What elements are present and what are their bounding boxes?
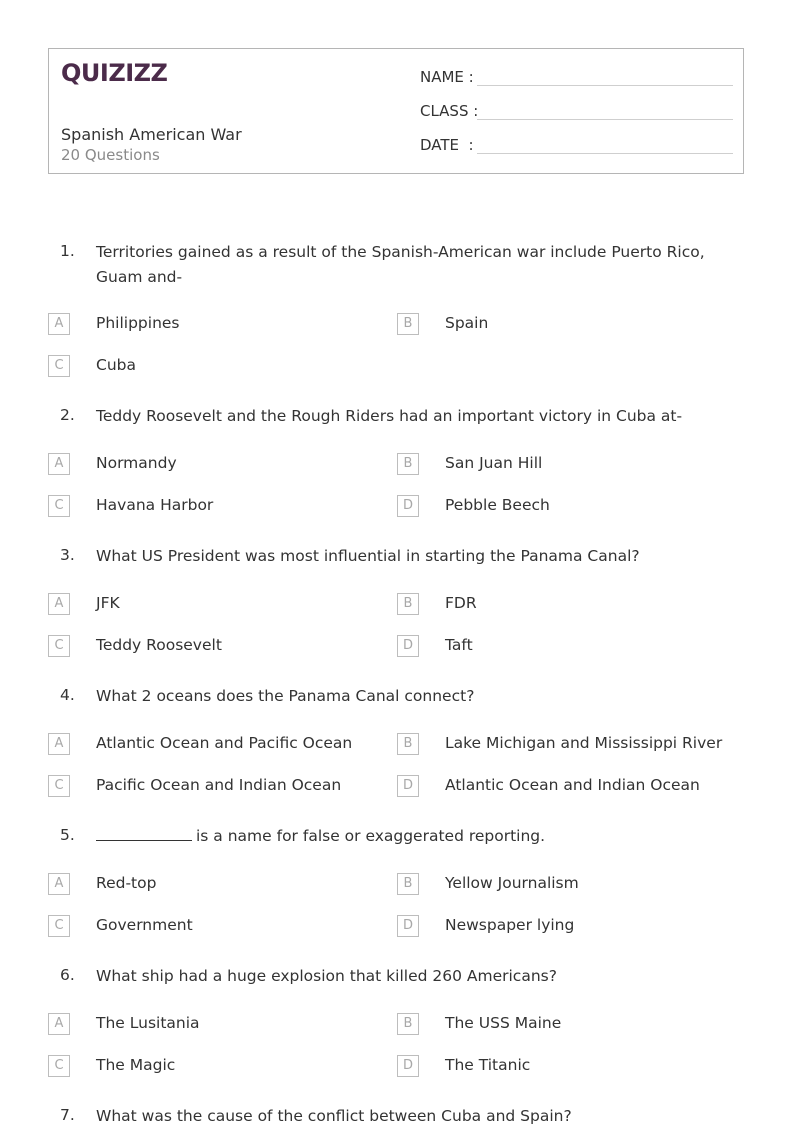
option-text: Atlantic Ocean and Pacific Ocean <box>96 734 353 752</box>
option-letter-box[interactable]: A <box>48 1013 70 1035</box>
option-text: Lake Michigan and Mississippi River <box>445 734 723 752</box>
question-text: is a name for false or exaggerated reporting. <box>196 827 546 845</box>
question-text: What 2 oceans does the Panama Canal connect? <box>96 687 475 705</box>
question-text-wrapper <box>96 824 736 849</box>
option-letter-box[interactable]: B <box>397 313 419 335</box>
option-text: Havana Harbor <box>96 496 214 514</box>
question-count: 20 Questions <box>61 146 160 164</box>
class-label: CLASS : <box>420 102 479 120</box>
option-letter-box[interactable]: D <box>397 495 419 517</box>
question-text: What was the cause of the conflict between Cuba and Spain? <box>96 1107 572 1125</box>
option-text: Taft <box>445 636 473 654</box>
question-number: 7. <box>60 1106 75 1124</box>
option-text: Pebble Beech <box>445 496 550 514</box>
question-number: 2. <box>60 406 75 424</box>
option-text: Newspaper lying <box>445 916 575 934</box>
option-text: The USS Maine <box>445 1014 562 1032</box>
option-text: Pacific Ocean and Indian Ocean <box>96 776 342 794</box>
option-letter-box[interactable]: C <box>48 1055 70 1077</box>
option-text: Government <box>96 916 193 934</box>
option-text: JFK <box>96 594 120 612</box>
option-text: The Titanic <box>445 1056 531 1074</box>
question-number: 1. <box>60 242 75 260</box>
option-letter-box[interactable]: A <box>48 873 70 895</box>
option-letter-box[interactable]: D <box>397 1055 419 1077</box>
option-text: Red-top <box>96 874 157 892</box>
worksheet-header <box>48 48 744 174</box>
option-text: The Magic <box>96 1056 176 1074</box>
option-letter-box[interactable]: B <box>397 593 419 615</box>
option-letter-box[interactable]: B <box>397 1013 419 1035</box>
option-text: Normandy <box>96 454 177 472</box>
name-line[interactable] <box>477 85 733 86</box>
worksheet-title: Spanish American War <box>61 125 242 144</box>
option-letter-box[interactable]: A <box>48 453 70 475</box>
fill-in-blank[interactable] <box>96 826 192 841</box>
question-number: 4. <box>60 686 75 704</box>
option-letter-box[interactable]: C <box>48 775 70 797</box>
option-letter-box[interactable]: C <box>48 355 70 377</box>
option-text: FDR <box>445 594 477 612</box>
question-number: 5. <box>60 826 75 844</box>
option-text: Yellow Journalism <box>445 874 579 892</box>
option-letter-box[interactable]: C <box>48 915 70 937</box>
question-number: 3. <box>60 546 75 564</box>
option-letter-box[interactable]: B <box>397 453 419 475</box>
option-letter-box[interactable]: C <box>48 635 70 657</box>
option-text: San Juan Hill <box>445 454 543 472</box>
option-letter-box[interactable]: C <box>48 495 70 517</box>
option-text: Philippines <box>96 314 180 332</box>
option-text: Spain <box>445 314 489 332</box>
class-field <box>420 102 478 120</box>
question-text: Teddy Roosevelt and the Rough Riders had an important victory in Cuba at- <box>96 407 683 425</box>
option-letter-box[interactable]: A <box>48 733 70 755</box>
option-letter-box[interactable]: B <box>397 733 419 755</box>
option-letter-box[interactable]: B <box>397 873 419 895</box>
name-field <box>420 68 474 86</box>
option-text: The Lusitania <box>96 1014 200 1032</box>
option-text: Teddy Roosevelt <box>96 636 222 654</box>
date-line[interactable] <box>477 153 733 154</box>
option-letter-box[interactable]: D <box>397 635 419 657</box>
question-text: Territories gained as a result of the Spanish-American war include Puerto Rico, Guam and- <box>96 243 705 286</box>
class-line[interactable] <box>477 119 733 120</box>
question-text: What US President was most influential in starting the Panama Canal? <box>96 547 640 565</box>
date-label: DATE : <box>420 136 474 154</box>
name-label: NAME : <box>420 68 474 86</box>
option-letter-box[interactable]: A <box>48 313 70 335</box>
option-text: Atlantic Ocean and Indian Ocean <box>445 776 700 794</box>
option-text: Cuba <box>96 356 136 374</box>
quizizz-logo: QUIZIZZ <box>61 59 168 87</box>
question-text: What ship had a huge explosion that killed 260 Americans? <box>96 967 557 985</box>
option-letter-box[interactable]: D <box>397 775 419 797</box>
option-letter-box[interactable]: A <box>48 593 70 615</box>
question-number: 6. <box>60 966 75 984</box>
date-field <box>420 136 474 154</box>
option-letter-box[interactable]: D <box>397 915 419 937</box>
